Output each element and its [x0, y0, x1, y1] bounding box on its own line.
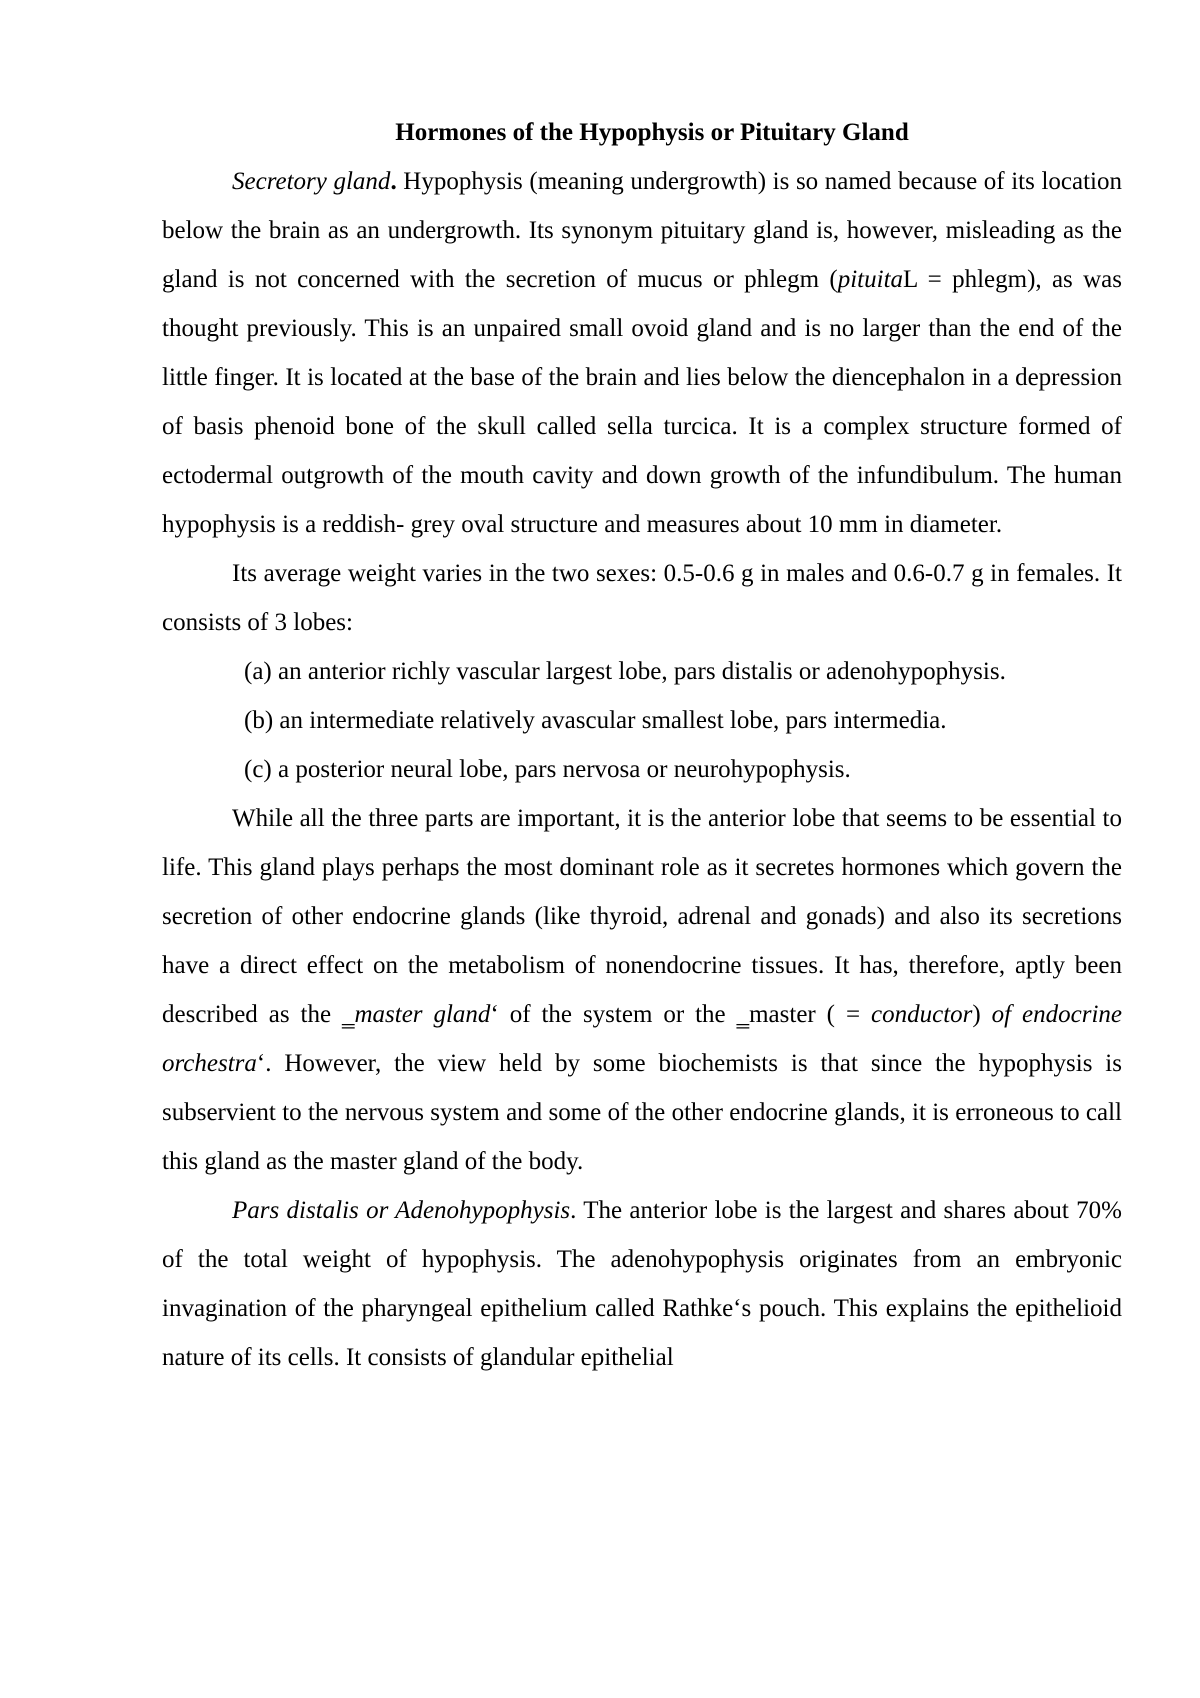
- lobes-list: [162, 647, 1122, 794]
- italic-conductor: conductor: [871, 1001, 973, 1028]
- paragraph-secretory-gland: [162, 157, 1122, 549]
- lead-punctuation: .: [390, 168, 397, 195]
- paragraph-pars-distalis: [162, 1186, 1122, 1382]
- paragraph-text: . The anterior lobe is the largest and shares about 70% of the total weight of hypophysis. The adenohypophysis originates from an embryonic invagination of the pharyngeal epithelium called Rathke‘s pouch. This explains the epithelioid nature of its cells. It consists of glandular epithelial: [162, 1197, 1122, 1371]
- italic-term-pituita: pituita: [837, 266, 904, 293]
- paragraph-lead-secretory-gland: Secretory gland: [232, 168, 391, 195]
- paragraph-text: While all the three parts are important, it is the anterior lobe that seems to be essential to life. This gland plays perhaps the most dominant role as it secretes hormones which govern the secretion of other endocrine glands (like thyroid, adrenal and gonads) and also its secretions have a direct effect on the metabolism of nonendocrine tissues. It has, therefore, aptly been described as the: [162, 805, 1122, 1028]
- italic-endocrine-orchestra: of endocrine orchestra: [162, 1001, 1123, 1077]
- list-item: (c) a posterior neural lobe, pars nervosa or neurohypophysis.: [244, 756, 851, 783]
- document-page: [162, 108, 1122, 1382]
- document-title: Hormones of the Hypophysis or Pituitary Gland: [395, 119, 909, 146]
- paragraph-average-weight: Its average weight varies in the two sexes: 0.5-0.6 g in males and 0.6-0.7 g in females. It consists of 3 lobes:: [162, 560, 1122, 636]
- paragraph-text: ‘ of the system or the ‗master ( =: [490, 1001, 871, 1028]
- paragraph-text: ‘. However, the view held by some biochemists is that since the hypophysis is subservient to the nervous system and some of the other endocrine glands, it is erroneous to call this gland as the master gland of the body.: [162, 1050, 1122, 1175]
- italic-master-gland: ‗master gland: [341, 1001, 491, 1028]
- paragraph-text: Hypophysis (meaning undergrowth) is so named because of its location below the brain as an undergrowth. Its synonym pituitary gland is, however, misleading as the gland is not concerned with the secretion of mucus or phlegm (: [162, 168, 1122, 293]
- paragraph-lead-pars-distalis: Pars distalis or Adenohypophysis: [232, 1197, 571, 1224]
- paragraph-text: L = phlegm), as was thought previously. This is an unpaired small ovoid gland and is no larger than the end of the little finger. It is located at the base of the brain and lies below the diencephalon in a depression of basis phenoid bone of the skull called sella turcica. It is a complex structure formed of ectodermal outgrowth of the mouth cavity and down growth of the infundibulum. The human hypophysis is a reddish- grey oval structure and measures about 10 mm in diameter.: [162, 266, 1122, 538]
- list-item: (b) an intermediate relatively avascular smallest lobe, pars intermedia.: [244, 707, 947, 734]
- paragraph-master-gland: [162, 794, 1122, 1186]
- list-item: (a) an anterior richly vascular largest lobe, pars distalis or adenohypophysis.: [244, 658, 1006, 685]
- paragraph-text: ): [972, 1001, 992, 1028]
